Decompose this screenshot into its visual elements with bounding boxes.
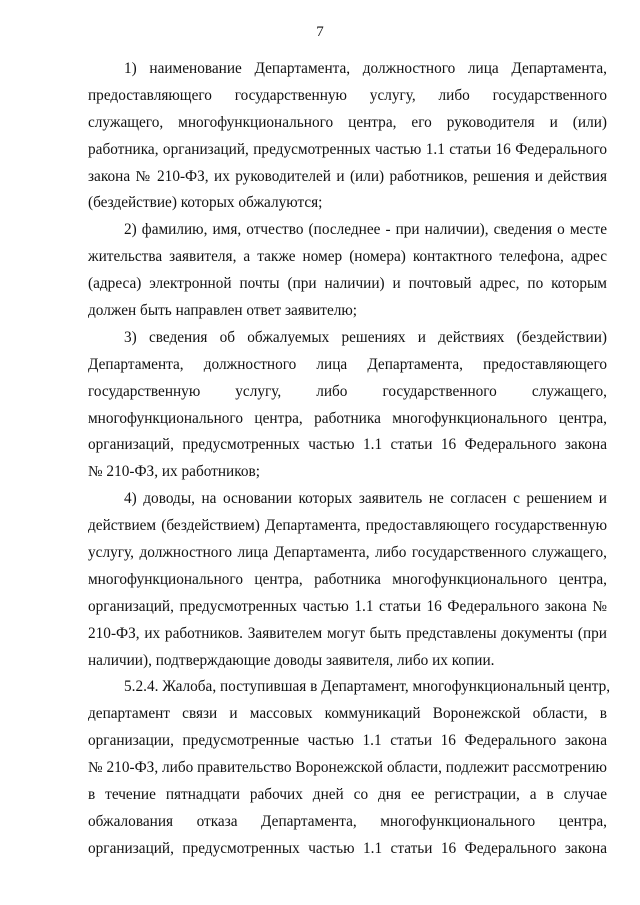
text-line: № 210-ФЗ, либо правительство Воронежской области, подлежит рассмотрению	[88, 759, 607, 777]
text-line: услугу, должностного лица Департамента, либо государственного служащего,	[88, 544, 607, 562]
paragraph-2	[88, 217, 607, 325]
text-line: действием (бездействием) Департамента, предоставляющего государственную	[88, 517, 607, 535]
text-line: организаций, предусмотренных частью 1.1 статьи 16 Федерального закона №	[88, 597, 607, 615]
text-line: организаций, предусмотренных частью 1.1 статьи 16 Федерального закона	[88, 839, 607, 857]
text-line: государственную услугу, либо государственного служащего,	[88, 382, 607, 400]
text-line: № 210-ФЗ, их работников;	[88, 463, 261, 481]
text-line: (бездействие) которых обжалуются;	[88, 194, 323, 212]
text-line: организаций, предусмотренных частью 1.1 статьи 16 Федерального закона	[88, 436, 607, 454]
text-line: 3) сведения об обжалуемых решениях и действиях (бездействии)	[124, 328, 607, 346]
text-line: организации, предусмотренные частью 1.1 статьи 16 Федерального закона	[88, 732, 607, 750]
text-line: 1) наименование Департамента, должностного лица Департамента,	[124, 60, 607, 77]
paragraph-5	[88, 674, 611, 862]
text-line: в течение пятнадцати рабочих дней со дня ее регистрации, а в случае	[88, 786, 607, 804]
text-line: обжалования отказа Департамента, многофункционального центра,	[88, 812, 607, 830]
text-line: работника, организаций, предусмотренных частью 1.1 статьи 16 Федерального	[88, 140, 607, 158]
text-line: закона № 210-ФЗ, их руководителей и (или) работников, решения и действия	[88, 167, 607, 185]
text-line: (адреса) электронной почты (при наличии) и почтовый адрес, по которым	[88, 275, 607, 293]
text-line: должен быть направлен ответ заявителю;	[88, 302, 358, 320]
text-line: предоставляющего государственную услугу, либо государственного	[88, 86, 607, 104]
text-line: 5.2.4. Жалоба, поступившая в Департамент, многофункциональный центр,	[124, 678, 611, 696]
paragraph-1	[88, 56, 607, 217]
paragraph-4	[88, 486, 607, 674]
document-body	[88, 56, 611, 863]
text-line: Департамента, должностного лица Департамента, предоставляющего	[88, 355, 607, 373]
paragraph-3	[88, 325, 607, 486]
text-line: многофункционального центра, работника многофункционального центра,	[88, 570, 607, 588]
text-line: многофункционального центра, работника многофункционального центра,	[88, 409, 607, 427]
text-line: 210-ФЗ, их работников. Заявителем могут быть представлены документы (при	[88, 624, 607, 642]
text-line: департамент связи и массовых коммуникаций Воронежской области, в	[88, 705, 607, 723]
text-line: наличии), подтверждающие доводы заявителя, либо их копии.	[88, 651, 495, 669]
text-line: жительства заявителя, а также номер (номера) контактного телефона, адрес	[88, 248, 607, 266]
text-line: 2) фамилию, имя, отчество (последнее - при наличии), сведения о месте	[124, 221, 607, 239]
text-line: служащего, многофункционального центра, его руководителя и (или)	[88, 113, 607, 131]
page-number: 7	[316, 24, 324, 40]
text-line: 4) доводы, на основании которых заявитель не согласен с решением и	[124, 490, 607, 508]
